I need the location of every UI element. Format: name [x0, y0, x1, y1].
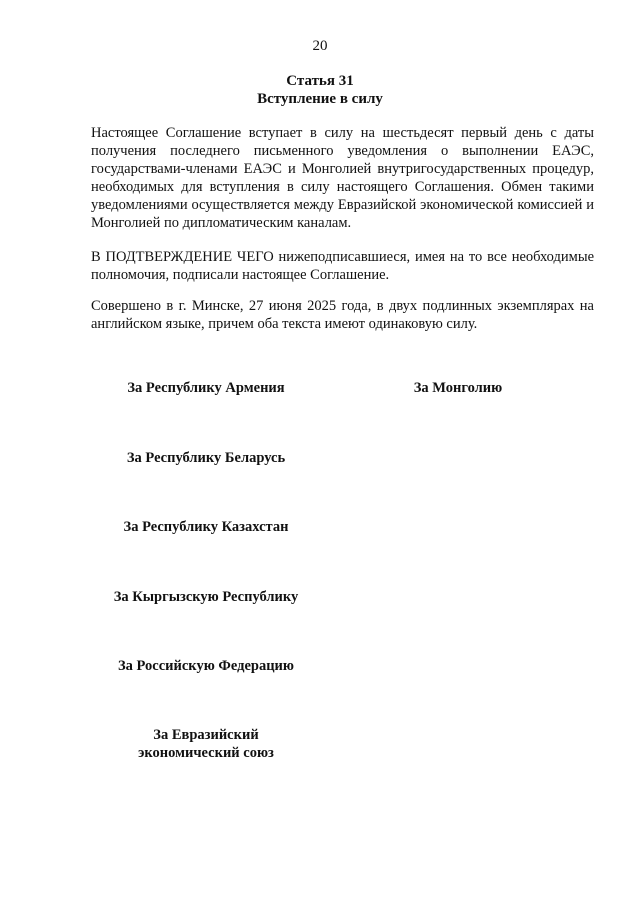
- signatory-kyrgyzstan: За Кыргызскую Республику: [113, 589, 299, 605]
- signatory-mongolia: За Монголию: [413, 380, 503, 396]
- page-number: 20: [312, 38, 328, 54]
- signatory-kazakhstan: За Республику Казахстан: [123, 519, 289, 535]
- signatory-eaeu: [106, 726, 306, 762]
- signatory-russia: За Российскую Федерацию: [118, 658, 294, 674]
- article-title: Вступление в силу: [257, 91, 383, 107]
- signatory-eaeu-line2: экономический союз: [138, 745, 274, 761]
- paragraph-entry-into-force: Настоящее Соглашение вступает в силу на шестьдесят первый день с даты получения последнего письменного уведомления о выполнении ЕАЭС, государствами-членами ЕАЭС и Монголией внутригосударственных процедур, необходимых для вступления в силу настоящего Соглашения. Обмен такими уведомлениями осуществляется между Евразийской экономической комиссией и Монголией по дипломатическим каналам.: [91, 125, 594, 231]
- signatory-armenia: За Республику Армения: [127, 380, 285, 396]
- signatory-eaeu-line1: За Евразийский: [153, 727, 259, 743]
- paragraph-in-witness: В ПОДТВЕРЖДЕНИЕ ЧЕГО нижеподписавшиеся, имея на то все необходимые полномочия, подписали настоящее Соглашение.: [91, 249, 594, 283]
- article-number: Статья 31: [286, 73, 354, 89]
- article-heading: [0, 72, 640, 108]
- paragraph-done-at: Совершено в г. Минске, 27 июня 2025 года, в двух подлинных экземплярах на английском языке, причем оба текста имеют одинаковую силу.: [91, 298, 594, 332]
- signatory-belarus: За Республику Беларусь: [126, 450, 286, 466]
